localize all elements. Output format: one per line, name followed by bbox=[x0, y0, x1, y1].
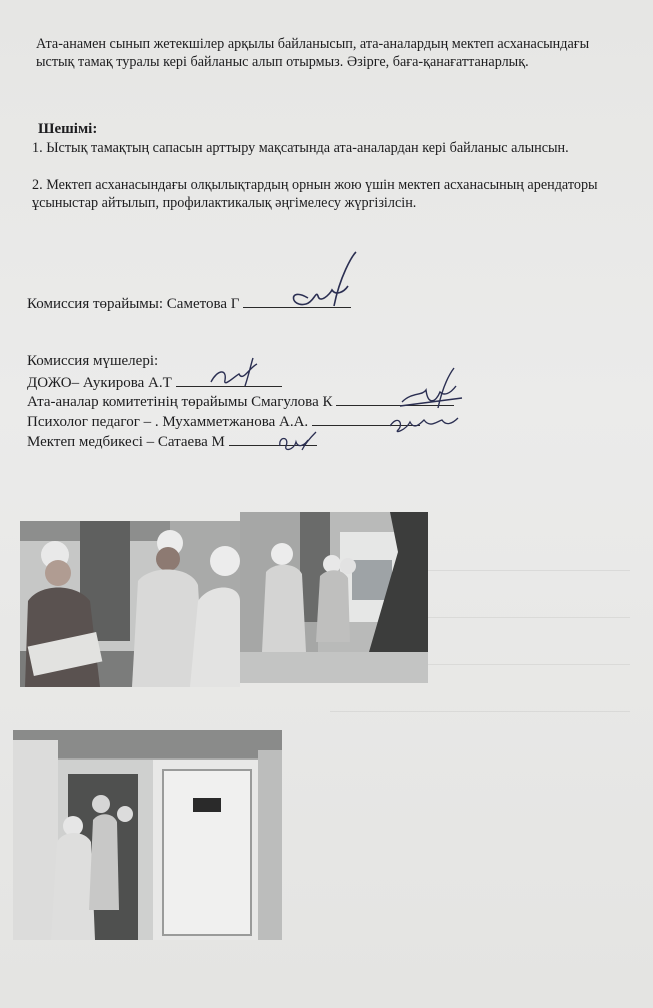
member-4-label: Мектеп медбикесі – Сатаева М bbox=[27, 434, 225, 450]
chair-signature bbox=[278, 246, 368, 316]
decision-heading: Шешімі: bbox=[38, 121, 98, 137]
member-line-2 bbox=[27, 391, 454, 411]
photo-kitchen-inspection-1 bbox=[20, 521, 240, 687]
chair-label: Комиссия төрайымы: Саметова Г bbox=[27, 296, 240, 312]
member-3-signature bbox=[384, 410, 464, 440]
intro-paragraph: Ата-анамен сынып жетекшілер арқылы байланысып, ата-аналардың мектеп асханасындағы ыстық тамақ туралы кері байланыс алып отырмыз. Әзірге, баға-қанағаттанарлық. bbox=[36, 36, 590, 70]
members-heading: Комиссия мүшелері: bbox=[27, 353, 159, 369]
decision-item-2: 2. Мектеп асханасындағы олқылықтардың орнын жою үшін мектеп асханасының арендаторы ұсыныстар айтылып, профилактикалық әңгімелесу жүргізілсін. bbox=[32, 177, 598, 211]
member-4-signature bbox=[274, 428, 324, 458]
member-3-label: Психолог педагог – . Мухамметжанова А.А. bbox=[27, 414, 309, 430]
member-1-signature bbox=[205, 356, 265, 396]
member-2-signature bbox=[392, 366, 472, 416]
member-line-3 bbox=[27, 411, 420, 431]
photo-kitchen-inspection-2 bbox=[240, 512, 428, 683]
member-2-label: Ата-аналар комитетінің төрайымы Смагулова К bbox=[27, 394, 333, 410]
decision-item-1: 1. Ыстық тамақтың сапасын арттыру мақсатында ата-аналардан кері байланыс алынсын. bbox=[32, 140, 569, 156]
photo-cold-storage-room bbox=[13, 730, 282, 940]
member-1-label: ДОЖО– Аукирова А.Т bbox=[27, 375, 172, 391]
